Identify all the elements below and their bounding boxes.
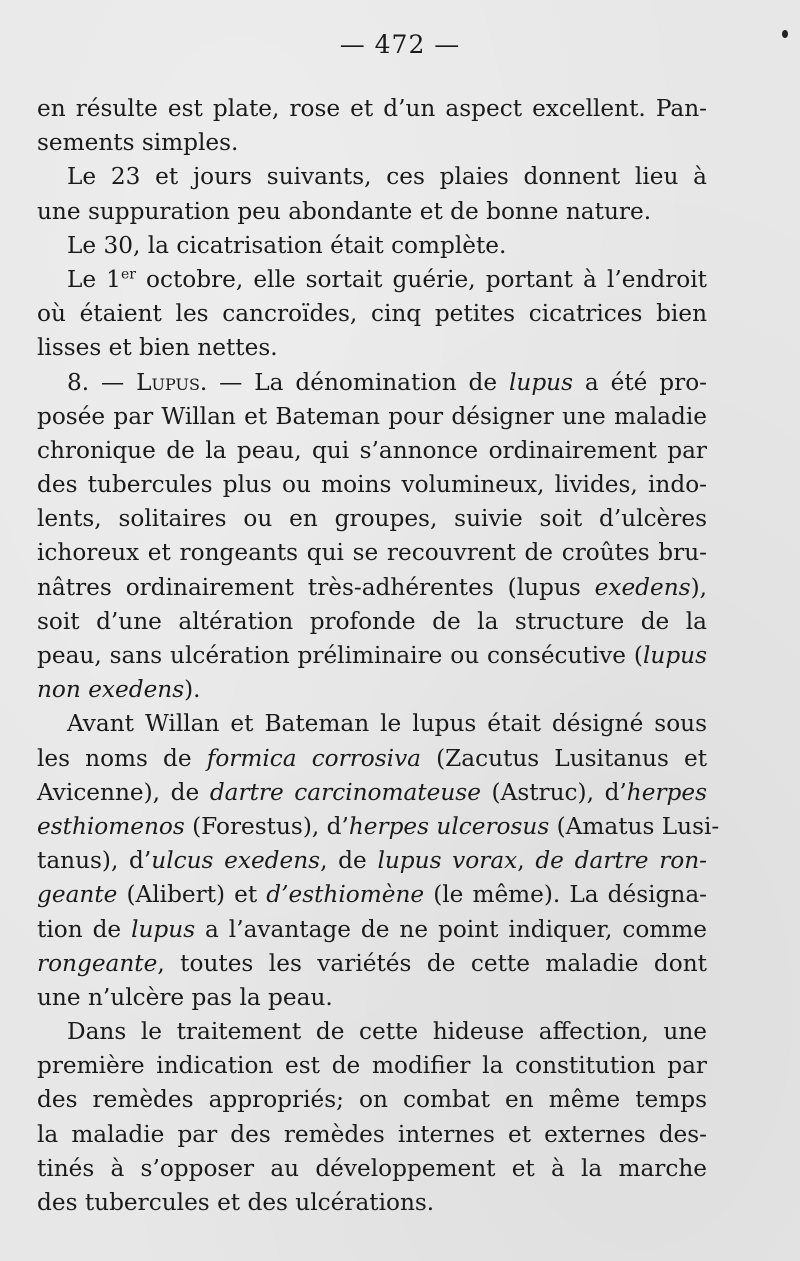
text-segment: (Forestus), d’	[184, 812, 349, 840]
text-segment: (Zacutus Lusitanus et	[421, 744, 708, 772]
page-body	[37, 92, 720, 1220]
text-line	[37, 913, 707, 947]
text-line	[37, 1083, 707, 1117]
text-segment: tion de	[37, 915, 132, 943]
text-segment: soit d’une altération profonde de la structure de la	[37, 607, 707, 635]
text-line	[37, 1186, 707, 1220]
text-line	[37, 639, 707, 673]
text-line	[37, 468, 707, 502]
text-segment: 8. —	[67, 368, 137, 396]
italic-text: lupus vorax	[377, 847, 518, 875]
text-line	[37, 331, 707, 365]
text-line	[37, 878, 707, 912]
text-line	[37, 1015, 707, 1049]
italic-text: non exedens	[37, 676, 185, 704]
italic-text: lupus	[131, 915, 196, 943]
text-segment: la maladie par des remèdes internes et externes des-	[37, 1120, 707, 1148]
text-segment: Le 30, la cicatrisation était complète.	[67, 231, 507, 259]
text-line	[37, 947, 707, 981]
italic-text: herpes ulcerosus	[348, 812, 550, 840]
text-line	[37, 1049, 707, 1083]
italic-text: exedens	[594, 573, 691, 601]
text-segment: Avicenne), de	[37, 778, 210, 806]
italic-text: d’esthiomène	[266, 881, 425, 909]
text-segment: , toutes les variétés de cette maladie dont	[157, 949, 707, 977]
text-segment: ichoreux et rongeants qui se recouvrent de croûtes bru-	[37, 539, 707, 567]
text-line	[37, 229, 707, 263]
text-line	[37, 810, 720, 844]
text-segment: octobre, elle sortait guérie, portant à l’endroit	[135, 265, 708, 293]
text-line	[37, 92, 707, 126]
text-segment: ),	[690, 573, 707, 601]
italic-text: de dartre ron-	[535, 847, 708, 875]
text-line	[37, 536, 707, 570]
text-line	[37, 366, 707, 400]
text-segment: en résulte est plate, rose et d’un aspect excellent. Pan-	[37, 95, 707, 122]
text-segment: (le même). La désigna-	[424, 881, 707, 909]
text-segment: a l’avantage de ne point indiquer, comme	[195, 915, 708, 943]
text-line	[37, 297, 707, 331]
italic-text: lupus	[508, 368, 574, 396]
text-segment: Le 1	[67, 265, 121, 293]
text-segment: tinés à s’opposer au développement et à la marche	[37, 1154, 707, 1182]
superscript: er	[120, 266, 136, 283]
text-line	[37, 160, 707, 194]
text-segment: (Amatus Lusi-	[549, 812, 720, 840]
text-segment: lents, solitaires ou en groupes, suivie soit d’ulcères	[37, 505, 707, 533]
text-segment: , de	[320, 847, 378, 875]
italic-text: ulcus exedens	[151, 847, 321, 875]
text-line	[37, 434, 707, 468]
text-line	[37, 707, 707, 741]
text-line	[37, 605, 707, 639]
text-line	[37, 844, 707, 878]
text-segment: tanus), d’	[37, 847, 152, 875]
text-segment: ).	[184, 676, 201, 704]
italic-text: dartre carcinomateuse	[209, 778, 481, 806]
italic-text: rongeante	[37, 949, 158, 977]
text-segment: posée par Willan et Bateman pour désigner une maladie	[37, 402, 707, 430]
text-line	[37, 502, 707, 536]
text-segment: où étaient les cancroïdes, cinq petites cicatrices bien	[37, 300, 707, 328]
text-segment: ,	[517, 847, 536, 875]
text-segment: nâtres ordinairement très-adhérentes (lupus	[37, 573, 595, 601]
italic-text: geante	[37, 881, 118, 909]
text-line	[37, 776, 707, 810]
italic-text: formica corrosiva	[206, 744, 422, 772]
small-caps-heading: Lupus	[136, 368, 200, 396]
text-segment: lisses et bien nettes.	[37, 334, 278, 362]
ink-spot	[782, 30, 788, 38]
text-segment: une n’ulcère pas la peau.	[37, 983, 333, 1011]
text-segment: (Astruc), d’	[480, 778, 627, 806]
text-segment: Le 23 et jours suivants, ces plaies donnent lieu à	[67, 163, 707, 191]
text-line	[37, 126, 707, 160]
text-segment: une suppuration peu abondante et de bonne nature.	[37, 197, 652, 225]
text-segment: des tubercules et des ulcérations.	[37, 1189, 435, 1216]
text-segment: chronique de la peau, qui s’annonce ordinairement par	[37, 436, 707, 464]
text-segment: Avant Willan et Bateman le lupus était désigné sous	[67, 710, 707, 738]
text-line	[37, 1152, 707, 1186]
text-segment: (Alibert) et	[117, 881, 267, 909]
text-segment: a été pro-	[573, 368, 708, 396]
text-segment: . — La dénomination de	[199, 368, 509, 396]
text-segment: des tubercules plus ou moins volumineux, livides, indo-	[37, 471, 707, 499]
italic-text: herpes	[626, 778, 708, 806]
text-line	[37, 1118, 707, 1152]
text-line	[37, 742, 707, 776]
text-segment: des remèdes appropriés; on combat en même temps	[37, 1086, 707, 1114]
page-number: — 472 —	[339, 30, 461, 59]
italic-text: esthiomenos	[37, 812, 185, 840]
italic-text: lupus	[642, 642, 707, 669]
text-segment: les noms de	[37, 744, 207, 772]
text-line	[37, 981, 707, 1015]
text-line	[37, 400, 707, 434]
text-line	[37, 673, 707, 707]
text-segment: peau, sans ulcération préliminaire ou consécutive (	[37, 642, 643, 669]
text-segment: sements simples.	[37, 129, 239, 157]
text-line	[37, 263, 707, 297]
text-segment: première indication est de modifier la constitution par	[37, 1052, 707, 1080]
text-line	[37, 195, 707, 229]
text-segment: Dans le traitement de cette hideuse affection, une	[67, 1018, 707, 1046]
text-line	[37, 571, 707, 605]
